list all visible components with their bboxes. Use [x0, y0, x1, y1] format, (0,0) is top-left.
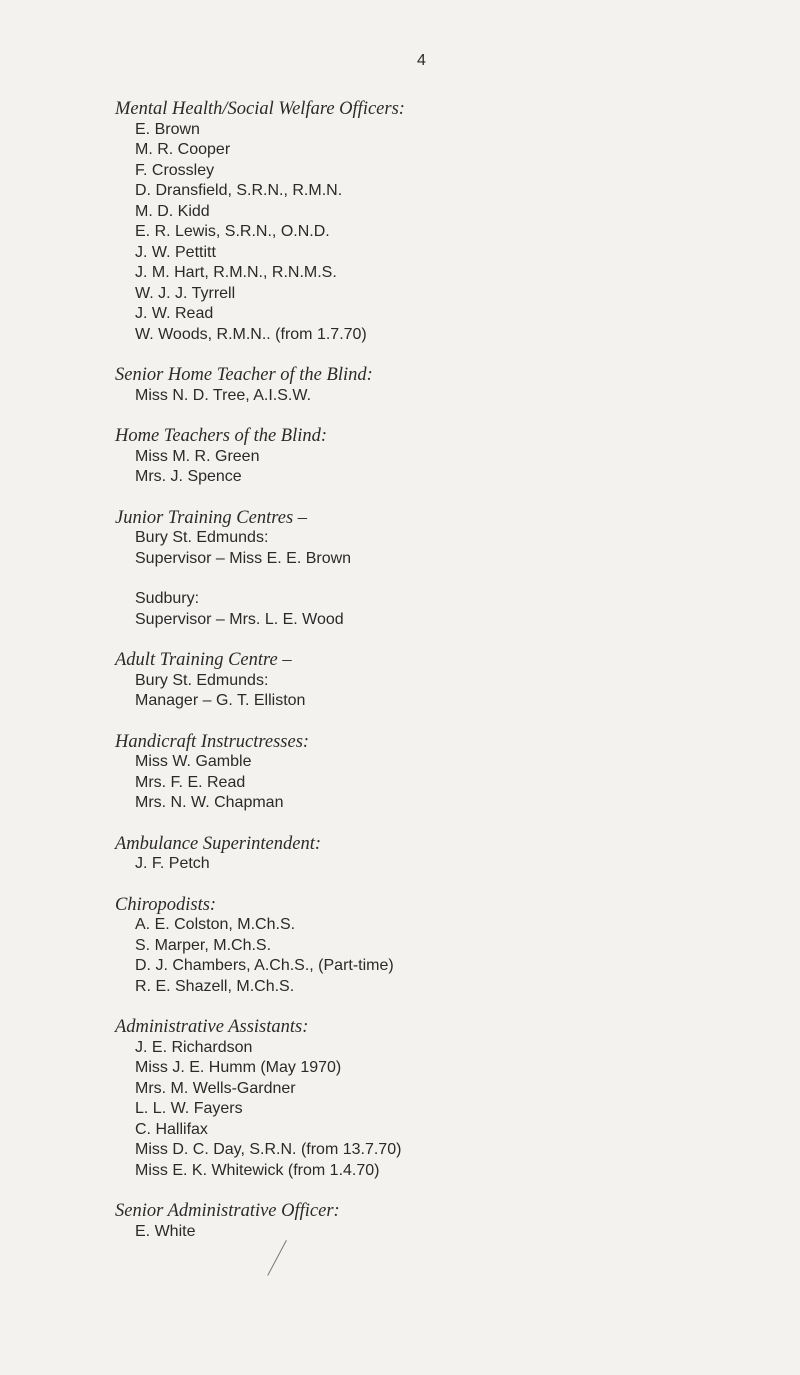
list-item: J. M. Hart, R.M.N., R.N.M.S.: [135, 264, 337, 281]
staff-list: [115, 99, 675, 1262]
list-item: A. E. Colston, M.Ch.S.: [135, 916, 296, 933]
list-item: Manager – G. T. Elliston: [135, 692, 306, 709]
section-junior-training-centres: [115, 508, 675, 570]
list-item: Mrs. M. Wells-Gardner: [135, 1079, 296, 1097]
list-item: S. Marper, M.Ch.S.: [135, 936, 272, 954]
list-item: M. D. Kidd: [135, 202, 210, 220]
list-item: Mrs. N. W. Chapman: [135, 794, 284, 811]
list-item: Miss J. E. Humm (May 1970): [135, 1059, 342, 1076]
section-administrative-assistants: [115, 1017, 675, 1181]
list-item: Mrs. F. E. Read: [135, 773, 246, 791]
list-item: Miss N. D. Tree, A.I.S.W.: [135, 386, 312, 404]
list-item: Sudbury:: [135, 590, 200, 607]
list-item: Supervisor – Miss E. E. Brown: [135, 549, 352, 567]
section-mental-health-officers: [115, 99, 675, 345]
list-item: J. E. Richardson: [135, 1038, 253, 1056]
section-heading: Ambulance Superintendent:: [115, 833, 322, 854]
list-item: Supervisor – Mrs. L. E. Wood: [135, 610, 344, 628]
list-item: J. W. Read: [135, 305, 214, 322]
list-item: J. F. Petch: [135, 855, 210, 872]
section-chiropodists: [115, 895, 675, 998]
section-handicraft-instructresses: [115, 732, 675, 814]
list-item: W. J. J. Tyrrell: [135, 284, 236, 302]
section-heading: Senior Home Teacher of the Blind:: [115, 365, 373, 385]
list-item: L. L. W. Fayers: [135, 1100, 243, 1117]
list-item: Miss D. C. Day, S.R.N. (from 13.7.70): [135, 1141, 402, 1158]
list-item: R. E. Shazell, M.Ch.S.: [135, 977, 295, 995]
section-heading: Home Teachers of the Blind:: [115, 426, 328, 446]
section-senior-administrative-officer: [115, 1201, 675, 1242]
section-home-teachers: [115, 426, 675, 488]
section-heading: Administrative Assistants:: [115, 1017, 309, 1037]
section-heading: Chiropodists:: [115, 894, 217, 915]
list-item: E. White: [135, 1222, 196, 1240]
list-item: F. Crossley: [135, 161, 215, 179]
list-item: Miss M. R. Green: [135, 447, 260, 465]
section-heading: Junior Training Centres –: [115, 507, 308, 528]
list-item: D. J. Chambers, A.Ch.S., (Part-time): [135, 957, 394, 974]
section-senior-home-teacher: [115, 365, 675, 406]
list-item: Bury St. Edmunds:: [135, 671, 269, 689]
list-item: Miss E. K. Whitewick (from 1.4.70): [135, 1161, 380, 1179]
list-item: W. Woods, R.M.N.. (from 1.7.70): [135, 325, 367, 343]
list-item: Bury St. Edmunds:: [135, 529, 269, 546]
list-item: E. Brown: [135, 120, 200, 138]
page-number: 4: [417, 52, 426, 69]
list-item: D. Dransfield, S.R.N., R.M.N.: [135, 182, 343, 199]
section-adult-training-centre: [115, 650, 675, 712]
section-heading: Handicraft Instructresses:: [115, 731, 310, 752]
section-sudbury: [115, 589, 675, 630]
section-heading: Mental Health/Social Welfare Officers:: [115, 99, 405, 119]
list-item: M. R. Cooper: [135, 141, 231, 158]
list-item: Miss W. Gamble: [135, 753, 252, 770]
section-heading: Adult Training Centre –: [115, 650, 292, 670]
list-item: J. W. Pettitt: [135, 243, 216, 261]
list-item: C. Hallifax: [135, 1120, 208, 1138]
list-item: Mrs. J. Spence: [135, 468, 242, 485]
section-heading: Senior Administrative Officer:: [115, 1201, 340, 1221]
section-ambulance-superintendent: [115, 834, 675, 875]
list-item: E. R. Lewis, S.R.N., O.N.D.: [135, 223, 330, 240]
